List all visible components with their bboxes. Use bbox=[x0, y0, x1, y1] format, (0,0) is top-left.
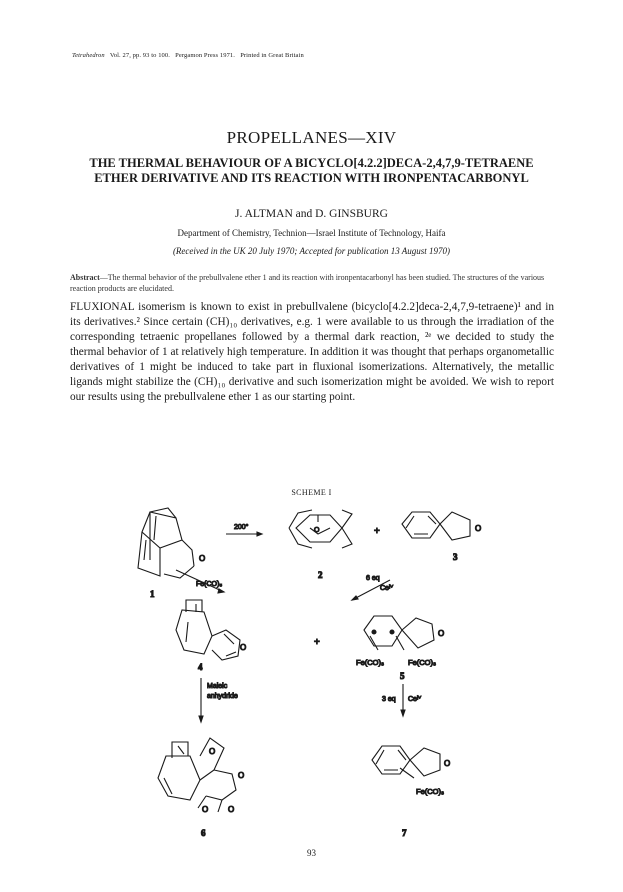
compound-2-label: 2 bbox=[318, 570, 323, 580]
arrow-maleic-label-2: anhydride bbox=[207, 693, 238, 700]
arrow-ce3-label: 3 eq bbox=[382, 696, 396, 703]
compound-7-label: 7 bbox=[402, 828, 407, 838]
plus-sign-2: + bbox=[314, 637, 320, 648]
compound-3-label: 3 bbox=[453, 552, 458, 562]
compound-1-structure bbox=[138, 508, 194, 578]
fe-label-7: Fe(CO)₃ bbox=[416, 787, 445, 796]
abstract-text: —The thermal behavior of the prebullvalene ether 1 and its reaction with ironpentacarbonyl has been studied. The structures of the various reaction products are elucidated. bbox=[70, 273, 545, 293]
oxygen-label-3: O bbox=[475, 524, 482, 533]
compound-6-structure bbox=[158, 738, 236, 812]
arrow-heat-label: 200° bbox=[234, 524, 249, 531]
oxygen-label-1: O bbox=[199, 554, 206, 563]
compound-4-structure bbox=[176, 600, 240, 660]
oxygen-label-2: O bbox=[314, 527, 320, 534]
journal-name: Tetrahedron bbox=[72, 52, 105, 59]
fe-label-5b: Fe(CO)₃ bbox=[408, 658, 437, 667]
compound-3-structure bbox=[402, 512, 470, 540]
article-title: THE THERMAL BEHAVIOUR OF A BICYCLO[4.2.2]DECA-2,4,7,9-TETRAENE ETHER DERIVATIVE AND ITS REACTION WITH IRONPENTACARBONYL bbox=[89, 156, 534, 185]
printed-in: Printed in Great Britain bbox=[240, 52, 304, 59]
oxygen-label-5: O bbox=[438, 629, 445, 638]
arrow-maleic-label-1: Maleic bbox=[207, 683, 228, 690]
oxygen-label-4: O bbox=[240, 643, 247, 652]
citation: Vol. 27, pp. 93 to 100. bbox=[109, 52, 170, 59]
publisher: Pergamon Press 1971. bbox=[175, 52, 236, 59]
affiliation: Department of Chemistry, Technion—Israel Institute of Technology, Haifa bbox=[177, 228, 446, 238]
abstract-label: Abstract bbox=[70, 273, 100, 282]
compound-7-structure bbox=[372, 746, 440, 778]
arrow-ce3-reagent: Ceᴵⱽ bbox=[408, 696, 422, 703]
oxygen-label-6b: O bbox=[238, 771, 245, 780]
body-paragraph: FLUXIONAL isomerism is known to exist in prebullvalene (bicyclo[4.2.2]deca-2,4,7,9-tetraene)¹ and in its derivatives.² Since certain (CH)₁₀ derivatives, e.g. 1 were available to us through the irradiation of the corresponding tetraenic propellanes followed by a thermal dark reaction, ²ᵉ we decided to study the thermal behavior of 1 at relatively high temperature. In addition it was thought that perhaps organometallic derivatives of 1 might be induced to take part in fluxional isomerizations. Alternatively, the metallic ligands might stabilize the (CH)₁₀ derivative and such isomerization might be avoided. We wish to report our results using the prebullvalene ether 1 as our starting point. bbox=[70, 301, 554, 403]
authors: J. ALTMAN and D. GINSBURG bbox=[235, 208, 388, 220]
fe-label-5a: Fe(CO)₃ bbox=[356, 658, 385, 667]
arrow-fe-label: Fe(CO)₅ bbox=[196, 581, 223, 588]
arrow-ce6-label: 6 eq bbox=[366, 575, 380, 582]
oxygen-label-6c: O bbox=[202, 805, 209, 814]
compound-5-label: 5 bbox=[400, 671, 405, 681]
received-dates: (Received in the UK 20 July 1970; Accepted for publication 13 August 1970) bbox=[172, 246, 451, 256]
oxygen-label-6d: O bbox=[228, 805, 235, 814]
compound-6-label: 6 bbox=[201, 828, 206, 838]
oxygen-label-7: O bbox=[444, 759, 451, 768]
page-number: 93 bbox=[307, 848, 316, 858]
compound-2-structure bbox=[289, 510, 352, 548]
plus-sign-1: + bbox=[374, 526, 380, 537]
compound-4-label: 4 bbox=[198, 662, 203, 672]
compound-1-label: 1 bbox=[150, 589, 155, 599]
series-title: PROPELLANES—XIV bbox=[226, 128, 397, 147]
arrow-ce6-reagent: Ceᴵⱽ bbox=[380, 585, 394, 592]
scheme-title: SCHEME I bbox=[291, 488, 332, 497]
oxygen-label-6a: O bbox=[209, 747, 216, 756]
